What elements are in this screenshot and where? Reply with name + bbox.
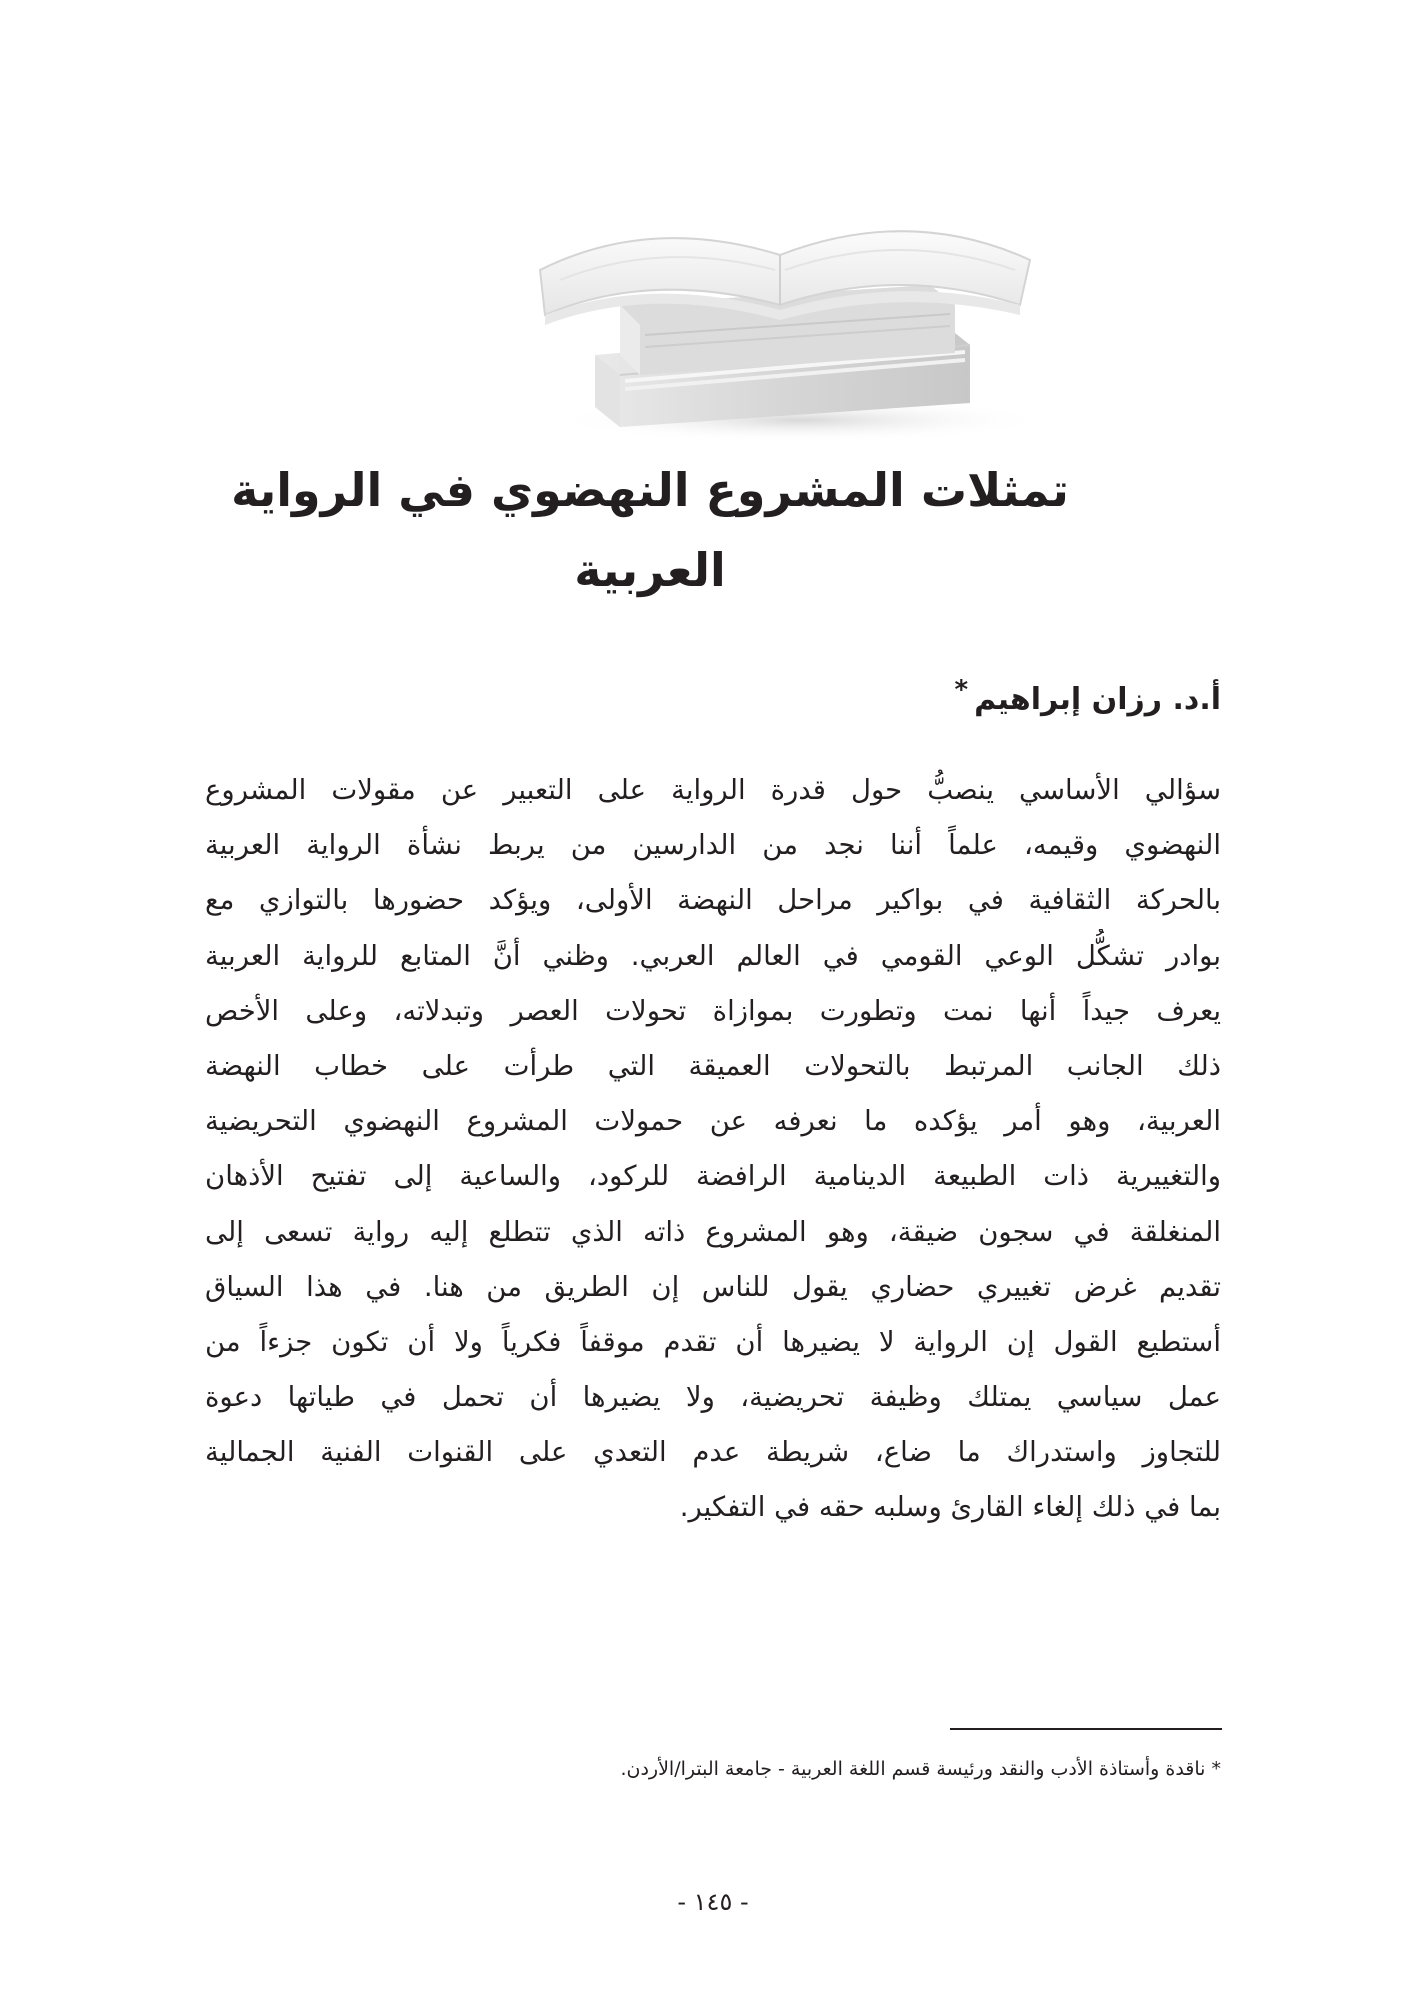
body-line: بالحركة الثقافية في بواكير مراحل النهضة الأولى، ويؤكد حضورها بالتوازي مع (205, 884, 1221, 917)
body-line: المنغلقة في سجون ضيقة، وهو المشروع ذاته الذي تتطلع إليه رواية تسعى إلى (205, 1215, 1221, 1248)
body-line: العربية، وهو أمر يؤكده ما نعرفه عن حمولات المشروع النهضوي التحريضية (205, 1105, 1221, 1138)
author-name: أ.د. رزان إبراهيم (974, 682, 1221, 717)
body-line: عمل سياسي يمتلك وظيفة تحريضية، ولا يضيرها أن تحمل في طياتها دعوة (205, 1381, 1221, 1414)
article-body (205, 763, 1221, 1536)
body-line: يعرف جيداً أنها نمت وتطورت بموازاة تحولات العصر وتبدلاته، وعلى الأخص (205, 994, 1221, 1027)
body-line: تقديم غرض تغييري حضاري يقول للناس إن الطريق من هنا. في هذا السياق (205, 1270, 1221, 1303)
page-number: - ١٤٥ - (677, 1888, 749, 1916)
footnote-divider (950, 1728, 1222, 1730)
author-line (955, 665, 1221, 725)
body-line: بما في ذلك إلغاء القارئ وسلبه حقه في التفكير. (679, 1491, 1221, 1524)
article-title: تمثلات المشروع النهضوي في الرواية العربية (231, 463, 1069, 597)
body-line: سؤالي الأساسي ينصبُّ حول قدرة الرواية على التعبير عن مقولات المشروع (205, 774, 1221, 806)
body-line: بوادر تشكُّل الوعي القومي في العالم العربي. وظني أنَّ المتابع للرواية العربية (205, 939, 1221, 972)
stacked-books-icon (500, 175, 1060, 445)
body-line: النهضوي وقيمه، علماً أننا نجد من الدارسين من يربط نشأة الرواية العربية (205, 829, 1221, 862)
body-line: والتغييرية ذات الطبيعة الدينامية الرافضة للركود، والساعية إلى تفتيح الأذهان (205, 1160, 1221, 1193)
author-footnote-marker: * (954, 675, 969, 705)
body-line: أستطيع القول إن الرواية لا يضيرها أن تقدم موقفاً فكرياً ولا أن تكون جزءاً من (205, 1325, 1221, 1358)
body-line: للتجاوز واستدراك ما ضاع، شريطة عدم التعدي على القنوات الفنية الجمالية (205, 1436, 1221, 1469)
body-line: ذلك الجانب المرتبط بالتحولات العميقة التي طرأت على خطاب النهضة (205, 1049, 1221, 1082)
footnote: * ناقدة وأستاذة الأدب والنقد ورئيسة قسم اللغة العربية - جامعة البترا/الأردن. (620, 1758, 1221, 1780)
